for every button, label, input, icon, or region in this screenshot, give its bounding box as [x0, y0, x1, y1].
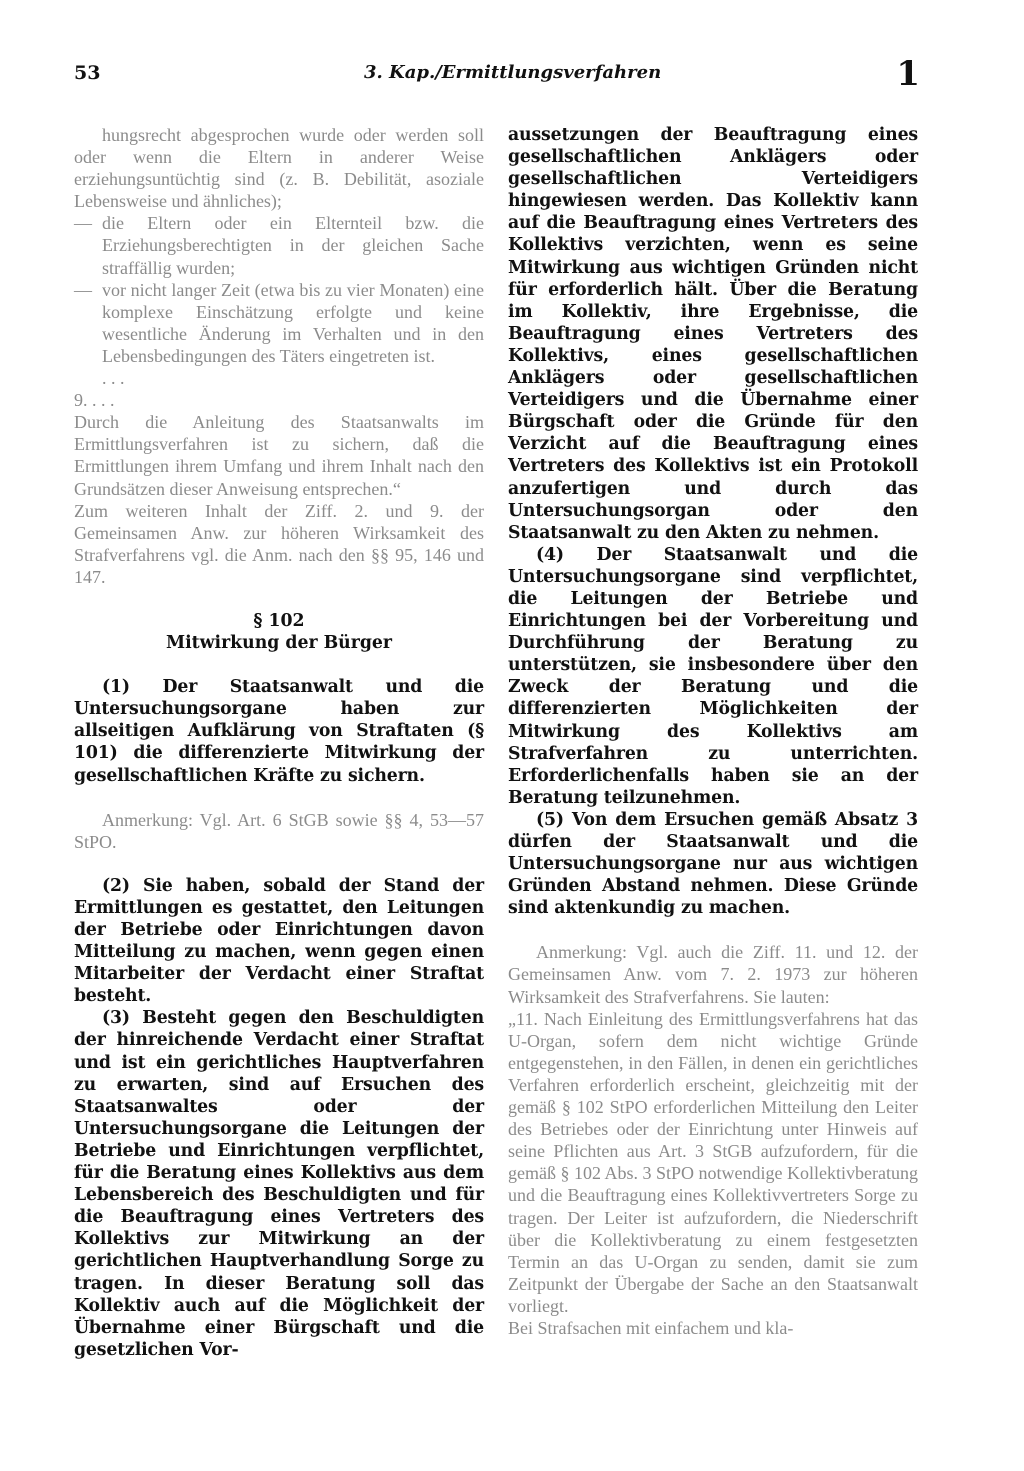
- quoted-item-11: „11. Nach Einleitung des Ermittlungsverfahrens hat das U-Organ, sofern dem nicht wichtige Gründe entgegenstehen, in den Fällen, in denen ein gerichtliches Verfahren erforderlich erscheint, gleichzeitig mit der gemäß § 102 StPO erforderlichen Mitteilung den Leiter des Betriebes oder der Einrichtung unter Hinweis auf seine Pflichten aus Art. 3 StGB aufzufordern, für die gemäß § 102 Abs. 3 StPO notwendige Kollektivberatung und die Beauftragung eines Kollektivvertreters Sorge zu tragen. Der Leiter ist aufzufordern, die Niederschrift über die Kollektivberatung zu einem festgesetzten Termin an das U-Organ zu senden, damit sie zum Zeitpunkt der Übergabe der Sache an den Staatsanwalt vorliegt.: [508, 1008, 918, 1316]
- list-item: — vor nicht langer Zeit (etwa bis zu vier Monaten) eine komplexe Einschätzung erfolgte und keine wesentliche Änderung im Verhalten und in den Lebensbedingungen des Täters eingetreten ist.: [74, 279, 484, 366]
- paragraph-2: (2) Sie haben, sobald der Stand der Ermittlungen es gestattet, den Leitungen der Betriebe oder Einrichtungen davon Mitteilung zu machen, wenn gegen einen Mitarbeiter der Verdacht einer Straftat besteht.: [74, 875, 484, 1007]
- section-marker: 1: [896, 54, 920, 94]
- list-item-text: die Eltern oder ein Elternteil bzw. die Erziehungsberechtigten in der gleichen Sache straffällig wurden;: [102, 213, 484, 278]
- list-continuation: hungsrecht abgesprochen wurde oder werden soll oder wenn die Eltern in anderer Weise erziehungsuntüchtig sind (z. B. Debilität, asoziale Lebensweise und ähnliches);: [74, 125, 484, 212]
- ellipsis: . . .: [102, 368, 125, 389]
- annotation: Anmerkung: Vgl. Art. 6 StGB sowie §§ 4, 53—57 StPO.: [74, 809, 484, 852]
- note-paragraph: Durch die Anleitung des Staatsanwalts im Ermittlungsverfahren ist zu sichern, daß die Ermittlungen ihrem Umfang und ihrem Inhalt nach den Grundsätzen dieser Anweisung entsprechen.“: [74, 412, 484, 499]
- paragraph-3: (3) Besteht gegen den Beschuldigten der hinreichende Verdacht einer Straftat und ist ein gerichtliches Hauptverfahren zu erwarten, sind auf Ersuchen des Staatsanwaltes oder der Untersuchungsorgane die Leitungen der Betriebe und Einrichtungen verpflichtet, für die Beratung eines Kollektivs aus dem Lebensbereich des Beschuldigten und für die Beauftragung eines Vertreters des Kollektivs zur Mitwirkung an der gerichtlichen Hauptverhandlung Sorge zu tragen. In dieser Beratung soll das Kollektiv auch auf die Möglichkeit der Übernahme einer Bürgschaft und die gesetzlichen Vor-: [74, 1008, 484, 1360]
- chapter-title: 3. Kap./Ermittlungsverfahren: [364, 62, 662, 83]
- list-item: — die Eltern oder ein Elternteil bzw. die Erziehungsberechtigten in der gleichen Sache straffällig wurden;: [74, 213, 484, 278]
- note-paragraph: Bei Strafsachen mit einfachem und kla-: [508, 1317, 794, 1338]
- paragraph-1: (1) Der Staatsanwalt und die Untersuchungsorgane haben zur allseitigen Aufklärung von Straftaten (§ 101) die differenzierte Mitwirkung der gesellschaftlichen Kräfte zu sichern.: [74, 677, 484, 786]
- section-title: Mitwirkung der Bürger: [165, 633, 393, 654]
- left-column: [74, 124, 484, 1361]
- annotation: Anmerkung: Vgl. auch die Ziff. 11. und 12. der Gemeinsamen Anw. vom 7. 2. 1973 zur höheren Wirksamkeit des Strafverfahrens. Sie lauten:: [508, 942, 918, 1007]
- page-number: 53: [74, 62, 101, 84]
- paragraph-5: (5) Von dem Ersuchen gemäß Absatz 3 dürfen der Staatsanwalt und die Untersuchungsorgane nur aus wichtigen Gründen Abstand nehmen. Diese Gründe sind aktenkundig zu machen.: [508, 809, 918, 919]
- right-column: [508, 124, 918, 1339]
- item-9: 9. . . .: [74, 390, 115, 411]
- paragraph-4: (4) Der Staatsanwalt und die Untersuchungsorgane sind verpflichtet, die Leitungen der Betriebe und Einrichtungen bei der Vorbereitung und Durchführung der Beratung zu unterstützen, sie insbesondere über den Zweck der Beratung und die differenzierten Möglichkeiten der Mitwirkung des Kollektivs am Strafverfahren zu unterrichten. Erforderlichenfalls haben sie an der Beratung teilzunehmen.: [508, 544, 918, 808]
- page-header: [74, 54, 920, 94]
- paragraph-3-continued: aussetzungen der Beauftragung eines gesellschaftlichen Anklägers oder gesellschaftlichen Verteidigers hingewiesen werden. Das Kollektiv kann auf die Beauftragung eines Vertreters des Kollektivs verzichten, wenn es seine Mitwirkung aus wichtigen Gründen nicht für erforderlich hält. Über die Beratung im Kollektiv, ihre Ergebnisse, die Beauftragung eines Vertreters des Kollektivs, eines gesellschaftlichen Anklägers oder gesellschaftlichen Verteidigers und die Übernahme einer Bürgschaft oder die Gründe für den Verzicht auf die Beauftragung eines Vertreters des Kollektivs ist ein Protokoll anzufertigen und durch das Untersuchungsorgan oder den Staatsanwalt zu den Akten zu nehmen.: [508, 125, 918, 543]
- note-paragraph: Zum weiteren Inhalt der Ziff. 2. und 9. der Gemeinsamen Anw. zur höheren Wirksamkeit des Strafverfahrens vgl. die Anm. nach den §§ 95, 146 und 147.: [74, 500, 484, 587]
- section-number: § 102: [253, 610, 305, 631]
- list-item-text: vor nicht langer Zeit (etwa bis zu vier Monaten) eine komplexe Einschätzung erfolgte und keine wesentliche Änderung im Verhalten und in den Lebensbedingungen des Täters eingetreten ist.: [102, 279, 484, 366]
